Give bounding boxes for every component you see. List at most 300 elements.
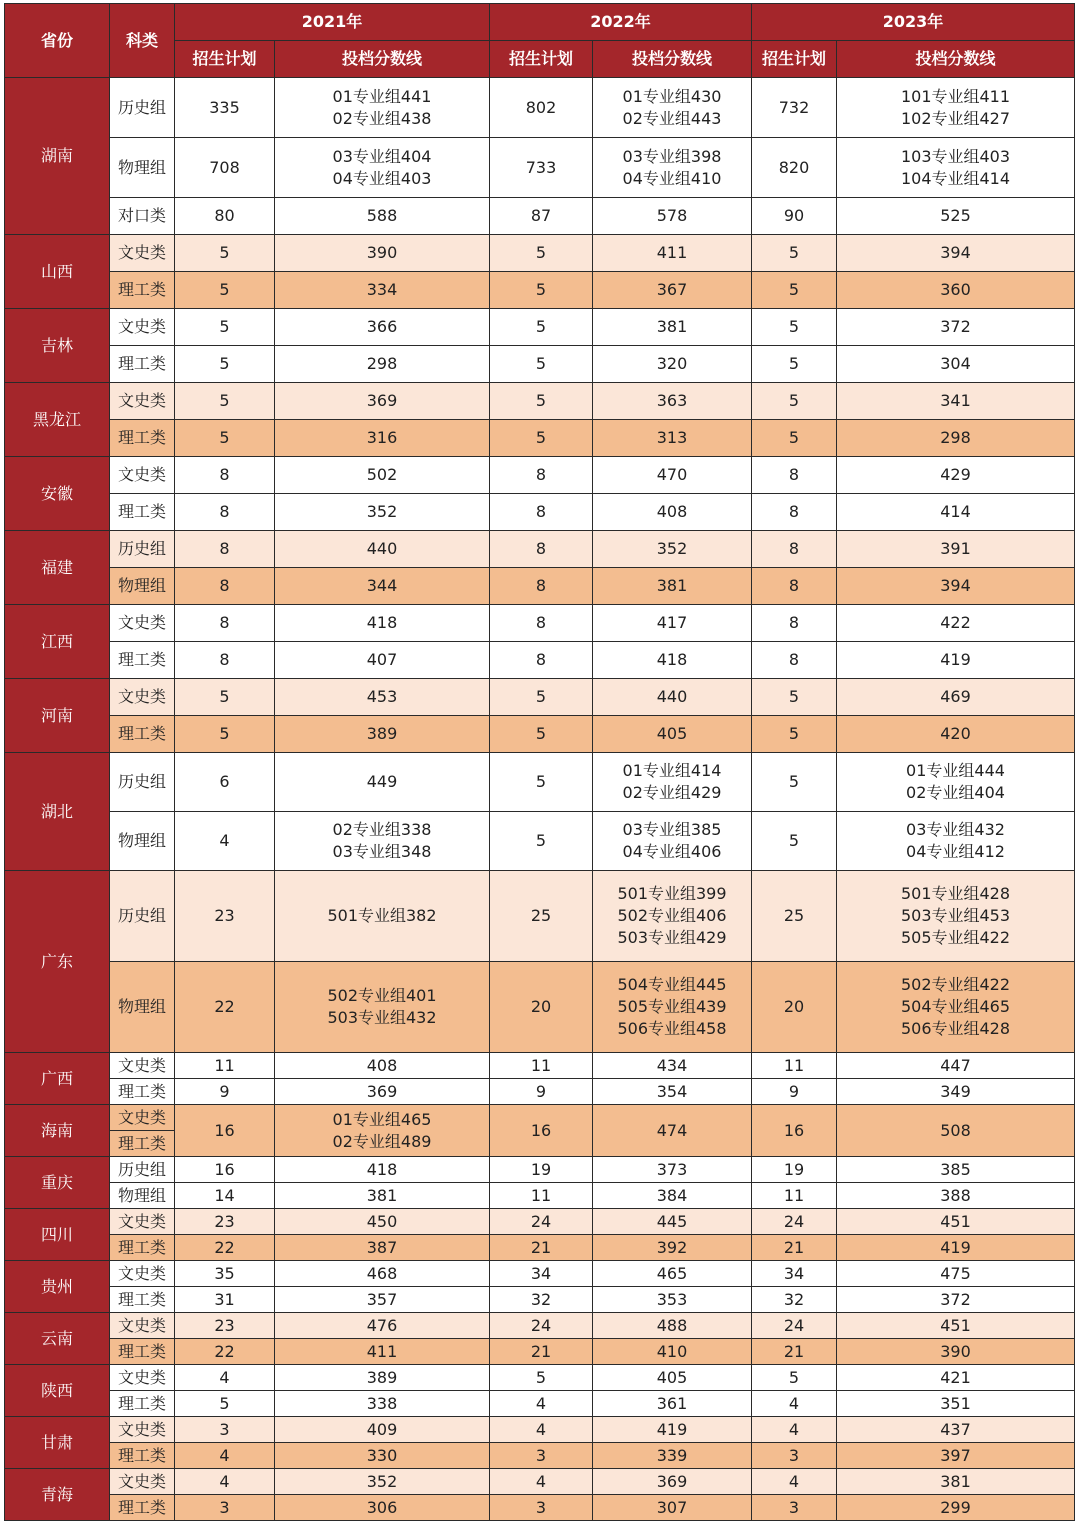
score-2021-cell: 306 (275, 1495, 490, 1521)
province-cell: 河南 (5, 679, 110, 753)
score-2022-cell: 434 (593, 1053, 752, 1079)
plan-2023-cell: 11 (752, 1183, 837, 1209)
score-2021-cell: 369 (275, 383, 490, 420)
plan-2023-cell: 4 (752, 1391, 837, 1417)
plan-2023-cell: 4 (752, 1469, 837, 1495)
score-2021-cell: 453 (275, 679, 490, 716)
province-cell: 山西 (5, 235, 110, 309)
plan-2023-cell: 21 (752, 1235, 837, 1261)
plan-2022-cell: 5 (490, 272, 593, 309)
score-2022-cell: 03专业组398 04专业组410 (593, 138, 752, 198)
plan-2022-cell: 4 (490, 1417, 593, 1443)
score-2023-cell: 381 (837, 1469, 1075, 1495)
plan-2022-cell: 24 (490, 1209, 593, 1235)
score-2023-cell: 437 (837, 1417, 1075, 1443)
header-plan-2022: 招生计划 (490, 41, 593, 78)
table-row (5, 1287, 1075, 1313)
score-2022-cell: 465 (593, 1261, 752, 1287)
score-2021-cell: 418 (275, 605, 490, 642)
score-2023-cell: 372 (837, 1287, 1075, 1313)
table-row (5, 1261, 1075, 1287)
plan-2021-cell: 23 (175, 1313, 275, 1339)
plan-2021-cell: 22 (175, 962, 275, 1053)
category-cell: 文史类 (110, 235, 175, 272)
plan-2022-cell: 16 (490, 1105, 593, 1157)
plan-2023-cell: 19 (752, 1157, 837, 1183)
score-2022-cell: 363 (593, 383, 752, 420)
plan-2023-cell: 4 (752, 1417, 837, 1443)
province-cell: 黑龙江 (5, 383, 110, 457)
plan-2022-cell: 11 (490, 1053, 593, 1079)
table-row (5, 420, 1075, 457)
plan-2023-cell: 32 (752, 1287, 837, 1313)
score-2021-cell: 357 (275, 1287, 490, 1313)
score-2021-cell: 502 (275, 457, 490, 494)
plan-2021-cell: 708 (175, 138, 275, 198)
province-cell: 重庆 (5, 1157, 110, 1209)
score-2023-cell: 451 (837, 1313, 1075, 1339)
table-row (5, 568, 1075, 605)
score-2023-cell: 394 (837, 568, 1075, 605)
score-2023-cell: 502专业组422 504专业组465 506专业组428 (837, 962, 1075, 1053)
plan-2021-cell: 8 (175, 457, 275, 494)
plan-2022-cell: 8 (490, 494, 593, 531)
score-2023-cell: 397 (837, 1443, 1075, 1469)
score-2021-cell: 338 (275, 1391, 490, 1417)
score-2022-cell: 578 (593, 198, 752, 235)
plan-2021-cell: 35 (175, 1261, 275, 1287)
score-2022-cell: 392 (593, 1235, 752, 1261)
table-row (5, 1391, 1075, 1417)
table-row (5, 1469, 1075, 1495)
table-row (5, 1365, 1075, 1391)
plan-2022-cell: 3 (490, 1495, 593, 1521)
score-2023-cell: 391 (837, 531, 1075, 568)
plan-2021-cell: 16 (175, 1157, 275, 1183)
score-2022-cell: 361 (593, 1391, 752, 1417)
table-row (5, 1235, 1075, 1261)
score-2022-cell: 405 (593, 716, 752, 753)
table-row (5, 753, 1075, 812)
category-cell: 文史类 (110, 309, 175, 346)
table-row (5, 1313, 1075, 1339)
plan-2022-cell: 733 (490, 138, 593, 198)
table-row (5, 605, 1075, 642)
score-2021-cell: 387 (275, 1235, 490, 1261)
plan-2023-cell: 820 (752, 138, 837, 198)
plan-2022-cell: 5 (490, 679, 593, 716)
header-province: 省份 (5, 4, 110, 78)
category-cell: 物理组 (110, 138, 175, 198)
province-cell: 安徽 (5, 457, 110, 531)
category-cell: 理工类 (110, 716, 175, 753)
score-2021-cell: 389 (275, 716, 490, 753)
category-cell: 文史类 (110, 1417, 175, 1443)
plan-2021-cell: 5 (175, 272, 275, 309)
plan-2021-cell: 14 (175, 1183, 275, 1209)
score-2022-cell: 381 (593, 568, 752, 605)
plan-2022-cell: 20 (490, 962, 593, 1053)
plan-2022-cell: 5 (490, 716, 593, 753)
category-cell: 理工类 (110, 1391, 175, 1417)
plan-2021-cell: 4 (175, 1469, 275, 1495)
table-row (5, 716, 1075, 753)
header-score-2023: 投档分数线 (837, 41, 1075, 78)
score-2023-cell: 349 (837, 1079, 1075, 1105)
plan-2022-cell: 11 (490, 1183, 593, 1209)
plan-2023-cell: 25 (752, 871, 837, 962)
plan-2022-cell: 802 (490, 78, 593, 138)
score-2021-cell: 352 (275, 494, 490, 531)
score-2021-cell: 369 (275, 1079, 490, 1105)
score-2023-cell: 103专业组403 104专业组414 (837, 138, 1075, 198)
category-cell: 理工类 (110, 1131, 175, 1157)
category-cell: 历史组 (110, 78, 175, 138)
category-cell: 文史类 (110, 1469, 175, 1495)
category-cell: 物理组 (110, 1183, 175, 1209)
plan-2023-cell: 21 (752, 1339, 837, 1365)
score-2023-cell: 351 (837, 1391, 1075, 1417)
score-2022-cell: 352 (593, 531, 752, 568)
header-plan-2023: 招生计划 (752, 41, 837, 78)
plan-2021-cell: 5 (175, 420, 275, 457)
province-cell: 四川 (5, 1209, 110, 1261)
score-2021-cell: 01专业组465 02专业组489 (275, 1105, 490, 1157)
score-2023-cell: 508 (837, 1105, 1075, 1157)
plan-2023-cell: 8 (752, 457, 837, 494)
province-cell: 江西 (5, 605, 110, 679)
score-2022-cell: 367 (593, 272, 752, 309)
province-cell: 吉林 (5, 309, 110, 383)
plan-2022-cell: 5 (490, 753, 593, 812)
plan-2022-cell: 21 (490, 1339, 593, 1365)
table-row (5, 198, 1075, 235)
plan-2021-cell: 16 (175, 1105, 275, 1157)
score-2021-cell: 390 (275, 235, 490, 272)
score-2022-cell: 354 (593, 1079, 752, 1105)
category-cell: 文史类 (110, 383, 175, 420)
plan-2021-cell: 23 (175, 871, 275, 962)
score-2021-cell: 468 (275, 1261, 490, 1287)
category-cell: 文史类 (110, 1053, 175, 1079)
table-row (5, 1417, 1075, 1443)
score-2021-cell: 450 (275, 1209, 490, 1235)
category-cell: 理工类 (110, 420, 175, 457)
score-2022-cell: 411 (593, 235, 752, 272)
plan-2022-cell: 8 (490, 457, 593, 494)
plan-2021-cell: 4 (175, 812, 275, 871)
table-row (5, 272, 1075, 309)
score-2022-cell: 488 (593, 1313, 752, 1339)
score-2023-cell: 388 (837, 1183, 1075, 1209)
table-row (5, 642, 1075, 679)
category-cell: 历史组 (110, 531, 175, 568)
score-2023-cell: 304 (837, 346, 1075, 383)
table-row (5, 1105, 1075, 1131)
plan-2023-cell: 5 (752, 1365, 837, 1391)
plan-2022-cell: 5 (490, 309, 593, 346)
score-2023-cell: 390 (837, 1339, 1075, 1365)
category-cell: 文史类 (110, 1209, 175, 1235)
plan-2022-cell: 32 (490, 1287, 593, 1313)
plan-2022-cell: 19 (490, 1157, 593, 1183)
table-row (5, 457, 1075, 494)
table-row (5, 1339, 1075, 1365)
plan-2021-cell: 22 (175, 1339, 275, 1365)
province-cell: 海南 (5, 1105, 110, 1157)
plan-2022-cell: 87 (490, 198, 593, 235)
score-2023-cell: 101专业组411 102专业组427 (837, 78, 1075, 138)
plan-2021-cell: 5 (175, 679, 275, 716)
plan-2023-cell: 5 (752, 272, 837, 309)
score-2022-cell: 01专业组414 02专业组429 (593, 753, 752, 812)
province-cell: 青海 (5, 1469, 110, 1521)
plan-2022-cell: 4 (490, 1469, 593, 1495)
score-2023-cell: 03专业组432 04专业组412 (837, 812, 1075, 871)
category-cell: 理工类 (110, 272, 175, 309)
category-cell: 理工类 (110, 494, 175, 531)
score-2023-cell: 475 (837, 1261, 1075, 1287)
category-cell: 文史类 (110, 679, 175, 716)
score-2021-cell: 409 (275, 1417, 490, 1443)
score-2022-cell: 381 (593, 309, 752, 346)
score-2023-cell: 421 (837, 1365, 1075, 1391)
province-cell: 广西 (5, 1053, 110, 1105)
plan-2023-cell: 3 (752, 1495, 837, 1521)
plan-2023-cell: 20 (752, 962, 837, 1053)
score-2023-cell: 501专业组428 503专业组453 505专业组422 (837, 871, 1075, 962)
score-2022-cell: 474 (593, 1105, 752, 1157)
score-2021-cell: 352 (275, 1469, 490, 1495)
province-cell: 湖南 (5, 78, 110, 235)
category-cell: 历史组 (110, 1157, 175, 1183)
score-2022-cell: 369 (593, 1469, 752, 1495)
table-row (5, 1495, 1075, 1521)
score-2022-cell: 373 (593, 1157, 752, 1183)
plan-2023-cell: 5 (752, 679, 837, 716)
category-cell: 理工类 (110, 1287, 175, 1313)
plan-2023-cell: 8 (752, 494, 837, 531)
table-row (5, 679, 1075, 716)
score-2021-cell: 502专业组401 503专业组432 (275, 962, 490, 1053)
header-year-2023: 2023年 (752, 4, 1075, 41)
plan-2023-cell: 5 (752, 235, 837, 272)
province-cell: 福建 (5, 531, 110, 605)
province-cell: 陕西 (5, 1365, 110, 1417)
score-2023-cell: 299 (837, 1495, 1075, 1521)
category-cell: 物理组 (110, 568, 175, 605)
score-2021-cell: 344 (275, 568, 490, 605)
plan-2022-cell: 21 (490, 1235, 593, 1261)
province-cell: 甘肃 (5, 1417, 110, 1469)
plan-2021-cell: 31 (175, 1287, 275, 1313)
score-2023-cell: 341 (837, 383, 1075, 420)
score-2022-cell: 313 (593, 420, 752, 457)
score-2022-cell: 03专业组385 04专业组406 (593, 812, 752, 871)
plan-2023-cell: 8 (752, 642, 837, 679)
plan-2022-cell: 5 (490, 1365, 593, 1391)
score-2022-cell: 501专业组399 502专业组406 503专业组429 (593, 871, 752, 962)
score-2023-cell: 360 (837, 272, 1075, 309)
score-2022-cell: 339 (593, 1443, 752, 1469)
score-2021-cell: 01专业组441 02专业组438 (275, 78, 490, 138)
plan-2023-cell: 5 (752, 346, 837, 383)
category-cell: 文史类 (110, 457, 175, 494)
score-2021-cell: 418 (275, 1157, 490, 1183)
plan-2022-cell: 8 (490, 568, 593, 605)
score-2022-cell: 470 (593, 457, 752, 494)
score-2023-cell: 451 (837, 1209, 1075, 1235)
plan-2021-cell: 8 (175, 494, 275, 531)
header-year-2022: 2022年 (490, 4, 752, 41)
table-row (5, 871, 1075, 962)
score-2021-cell: 440 (275, 531, 490, 568)
score-2021-cell: 298 (275, 346, 490, 383)
plan-2023-cell: 5 (752, 383, 837, 420)
province-cell: 贵州 (5, 1261, 110, 1313)
plan-2021-cell: 5 (175, 383, 275, 420)
score-2021-cell: 334 (275, 272, 490, 309)
score-2022-cell: 445 (593, 1209, 752, 1235)
plan-2023-cell: 8 (752, 568, 837, 605)
plan-2021-cell: 22 (175, 1235, 275, 1261)
score-2022-cell: 320 (593, 346, 752, 383)
province-cell: 湖北 (5, 753, 110, 871)
score-2023-cell: 419 (837, 1235, 1075, 1261)
plan-2022-cell: 34 (490, 1261, 593, 1287)
plan-2023-cell: 3 (752, 1443, 837, 1469)
score-2021-cell: 03专业组404 04专业组403 (275, 138, 490, 198)
plan-2022-cell: 9 (490, 1079, 593, 1105)
header-plan-2021: 招生计划 (175, 41, 275, 78)
plan-2022-cell: 3 (490, 1443, 593, 1469)
table-row (5, 138, 1075, 198)
plan-2021-cell: 5 (175, 1391, 275, 1417)
category-cell: 历史组 (110, 753, 175, 812)
category-cell: 文史类 (110, 605, 175, 642)
plan-2023-cell: 8 (752, 531, 837, 568)
category-cell: 理工类 (110, 1079, 175, 1105)
score-2022-cell: 440 (593, 679, 752, 716)
plan-2021-cell: 8 (175, 642, 275, 679)
category-cell: 物理组 (110, 812, 175, 871)
table-row (5, 531, 1075, 568)
plan-2022-cell: 5 (490, 235, 593, 272)
admission-score-table (4, 3, 1075, 1521)
category-cell: 理工类 (110, 1495, 175, 1521)
score-2023-cell: 414 (837, 494, 1075, 531)
category-cell: 文史类 (110, 1261, 175, 1287)
header-score-2022: 投档分数线 (593, 41, 752, 78)
plan-2023-cell: 732 (752, 78, 837, 138)
category-cell: 文史类 (110, 1313, 175, 1339)
score-2022-cell: 307 (593, 1495, 752, 1521)
score-2022-cell: 408 (593, 494, 752, 531)
table-row (5, 383, 1075, 420)
score-2021-cell: 449 (275, 753, 490, 812)
plan-2021-cell: 23 (175, 1209, 275, 1235)
category-cell: 对口类 (110, 198, 175, 235)
category-cell: 理工类 (110, 642, 175, 679)
score-2021-cell: 316 (275, 420, 490, 457)
category-cell: 理工类 (110, 1235, 175, 1261)
score-2022-cell: 504专业组445 505专业组439 506专业组458 (593, 962, 752, 1053)
plan-2021-cell: 9 (175, 1079, 275, 1105)
plan-2021-cell: 8 (175, 531, 275, 568)
plan-2023-cell: 9 (752, 1079, 837, 1105)
score-2021-cell: 02专业组338 03专业组348 (275, 812, 490, 871)
score-2021-cell: 476 (275, 1313, 490, 1339)
plan-2022-cell: 8 (490, 605, 593, 642)
score-2022-cell: 419 (593, 1417, 752, 1443)
table-row (5, 812, 1075, 871)
plan-2021-cell: 5 (175, 235, 275, 272)
score-2023-cell: 420 (837, 716, 1075, 753)
plan-2022-cell: 8 (490, 531, 593, 568)
plan-2023-cell: 5 (752, 309, 837, 346)
score-2023-cell: 469 (837, 679, 1075, 716)
score-2023-cell: 394 (837, 235, 1075, 272)
score-2021-cell: 389 (275, 1365, 490, 1391)
plan-2023-cell: 5 (752, 716, 837, 753)
plan-2023-cell: 5 (752, 753, 837, 812)
plan-2021-cell: 5 (175, 346, 275, 383)
plan-2023-cell: 8 (752, 605, 837, 642)
header-year-2021: 2021年 (175, 4, 490, 41)
score-2021-cell: 588 (275, 198, 490, 235)
plan-2023-cell: 34 (752, 1261, 837, 1287)
plan-2022-cell: 5 (490, 383, 593, 420)
score-2021-cell: 407 (275, 642, 490, 679)
plan-2022-cell: 5 (490, 420, 593, 457)
score-2022-cell: 405 (593, 1365, 752, 1391)
header-category: 科类 (110, 4, 175, 78)
score-2022-cell: 01专业组430 02专业组443 (593, 78, 752, 138)
header-score-2021: 投档分数线 (275, 41, 490, 78)
score-2022-cell: 417 (593, 605, 752, 642)
plan-2022-cell: 5 (490, 346, 593, 383)
plan-2023-cell: 90 (752, 198, 837, 235)
plan-2022-cell: 5 (490, 812, 593, 871)
plan-2021-cell: 80 (175, 198, 275, 235)
category-cell: 理工类 (110, 1443, 175, 1469)
score-2021-cell: 408 (275, 1053, 490, 1079)
score-2023-cell: 447 (837, 1053, 1075, 1079)
plan-2023-cell: 5 (752, 812, 837, 871)
score-2021-cell: 411 (275, 1339, 490, 1365)
plan-2023-cell: 24 (752, 1209, 837, 1235)
table-row (5, 494, 1075, 531)
plan-2023-cell: 24 (752, 1313, 837, 1339)
score-2022-cell: 418 (593, 642, 752, 679)
table-row (5, 346, 1075, 383)
plan-2021-cell: 8 (175, 568, 275, 605)
score-2023-cell: 372 (837, 309, 1075, 346)
plan-2021-cell: 335 (175, 78, 275, 138)
table-row (5, 1157, 1075, 1183)
plan-2022-cell: 24 (490, 1313, 593, 1339)
plan-2021-cell: 5 (175, 309, 275, 346)
score-2023-cell: 525 (837, 198, 1075, 235)
table-row (5, 235, 1075, 272)
plan-2021-cell: 4 (175, 1443, 275, 1469)
category-cell: 物理组 (110, 962, 175, 1053)
plan-2023-cell: 11 (752, 1053, 837, 1079)
score-2021-cell: 366 (275, 309, 490, 346)
score-2021-cell: 501专业组382 (275, 871, 490, 962)
plan-2021-cell: 11 (175, 1053, 275, 1079)
score-2022-cell: 410 (593, 1339, 752, 1365)
